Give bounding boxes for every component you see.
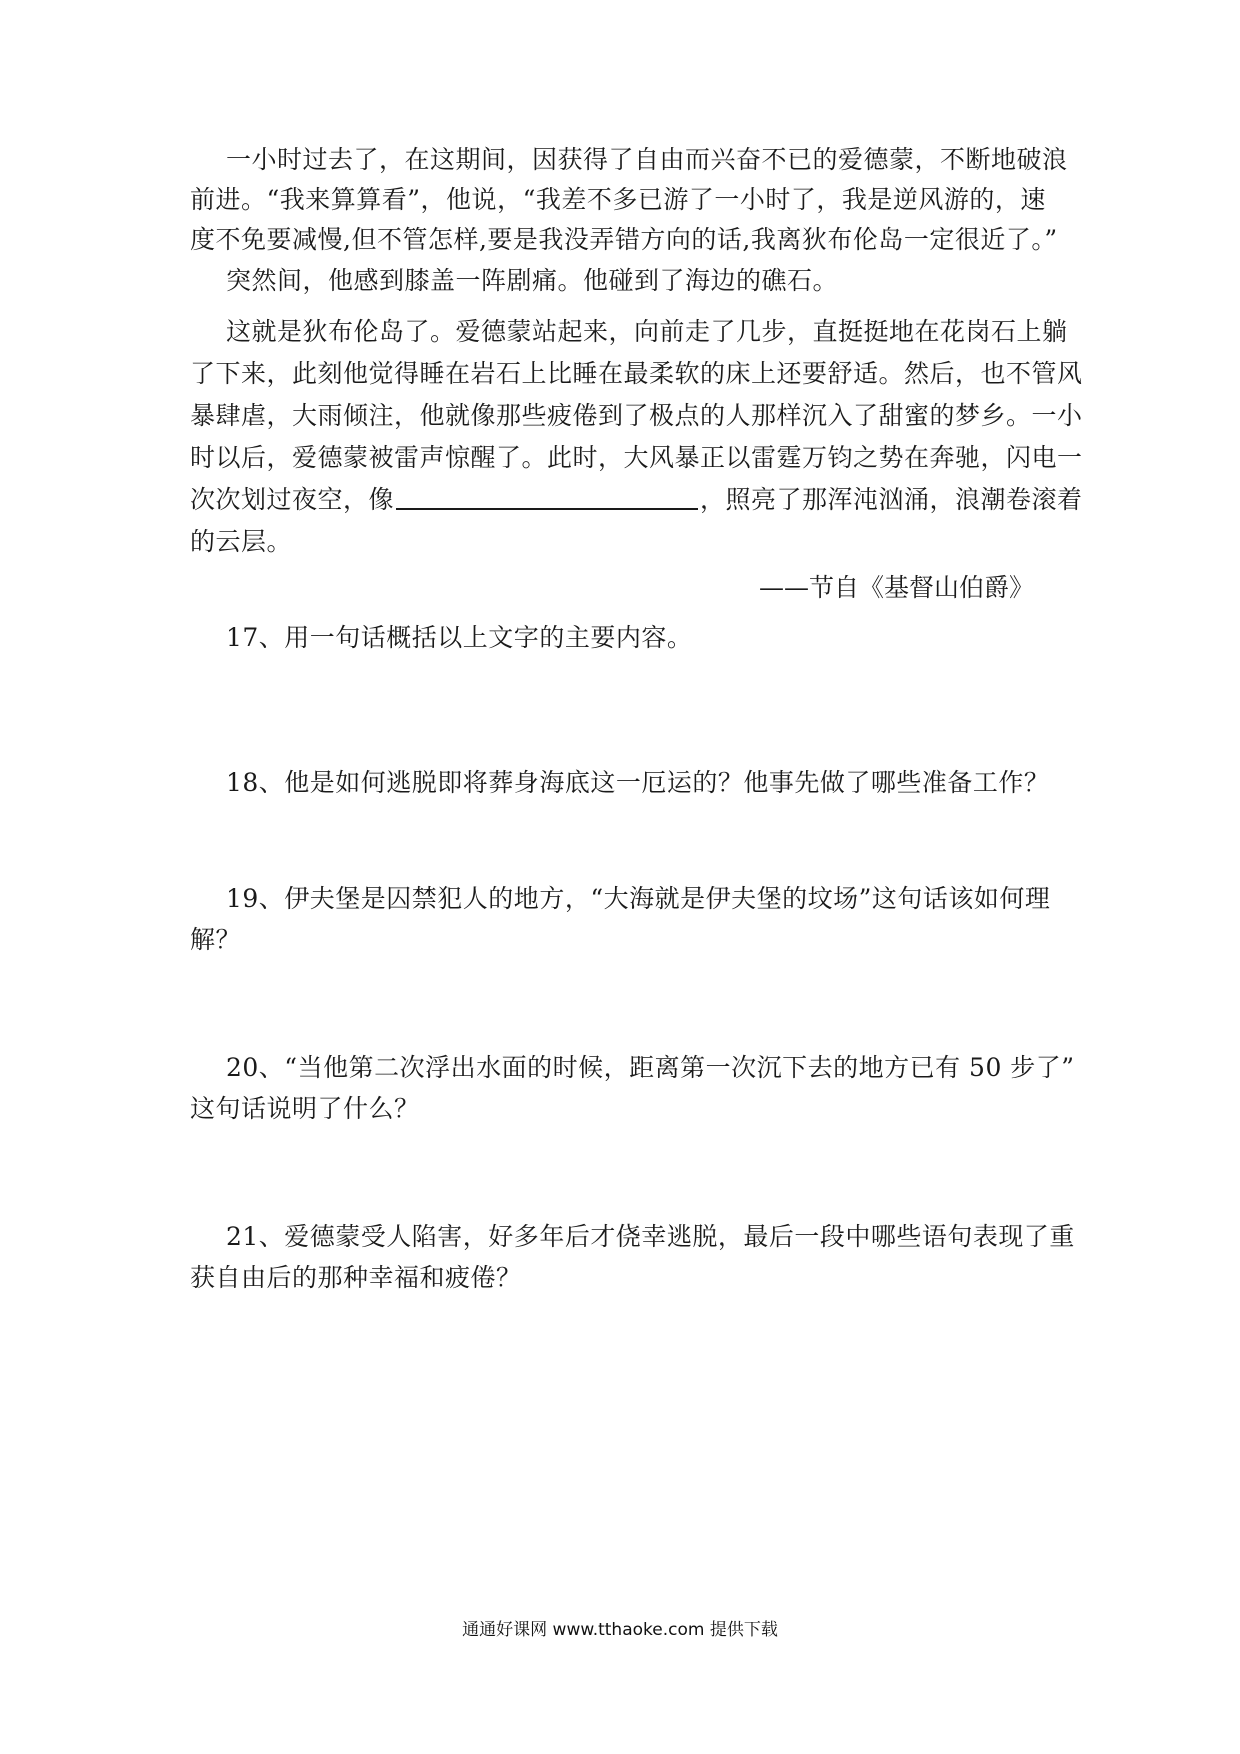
passage-p3-line-3: 暴肆虐，大雨倾注，他就像那些疲倦到了极点的人那样沉入了甜蜜的梦乡。一小 — [190, 401, 1083, 430]
question-21-line-2: 获自由后的那种幸福和疲倦？ — [190, 1263, 522, 1292]
passage-p3-line-1: 这就是狄布伦岛了。爱德蒙站起来，向前走了几步，直挺挺地在花岗石上躺 — [226, 317, 1068, 346]
question-21-line-1: 21、爱德蒙受人陷害，好多年后才侥幸逃脱，最后一段中哪些语句表现了重 — [226, 1222, 1075, 1251]
passage-p1-line-2: 前进。“我来算算看”，他说，“我差不多已游了一小时了，我是逆风游的，速 — [190, 185, 1046, 214]
footer-download-note: 通通好课网 www.tthaoke.com 提供下载 — [462, 1620, 778, 1640]
passage-p3-line-4: 时以后，爱德蒙被雷声惊醒了。此时，大风暴正以雷霆万钧之势在奔驰，闪电一 — [190, 443, 1083, 472]
blank-prefix: 次次划过夜空，像 — [190, 485, 395, 514]
passage-p3-line-2: 了下来，此刻他觉得睡在岩石上比睡在最柔软的床上还要舒适。然后，也不管风 — [190, 359, 1083, 388]
passage-p2: 突然间，他感到膝盖一阵剧痛。他碰到了海边的礁石。 — [226, 266, 839, 295]
passage-p1-line-3: 度不免要减慢,但不管怎样,要是我没弄错方向的话,我离狄布伦岛一定很近了。” — [190, 225, 1058, 254]
question-20-line-2: 这句话说明了什么？ — [190, 1094, 420, 1123]
passage-p3-line-5 — [190, 481, 1083, 519]
question-20-line-1: 20、“当他第二次浮出水面的时候，距离第一次沉下去的地方已有 50 步了” — [226, 1053, 1075, 1082]
source-attribution: ——节自《基督山伯爵》 — [758, 573, 1034, 602]
question-19-line-1: 19、伊夫堡是囚禁犯人的地方，“大海就是伊夫堡的坟场”这句话该如何理 — [226, 884, 1051, 913]
passage-p3-line-6: 的云层。 — [190, 527, 293, 556]
fill-in-blank[interactable] — [396, 484, 698, 510]
question-17: 17、用一句话概括以上文字的主要内容。 — [226, 623, 693, 652]
question-19-line-2: 解？ — [190, 925, 242, 954]
passage-p1-line-1: 一小时过去了，在这期间，因获得了自由而兴奋不已的爱德蒙，不断地破浪 — [226, 145, 1068, 174]
blank-suffix: ，照亮了那浑沌汹涌，浪潮卷滚着 — [700, 485, 1083, 514]
question-18: 18、他是如何逃脱即将葬身海底这一厄运的？他事先做了哪些准备工作？ — [226, 768, 1050, 797]
